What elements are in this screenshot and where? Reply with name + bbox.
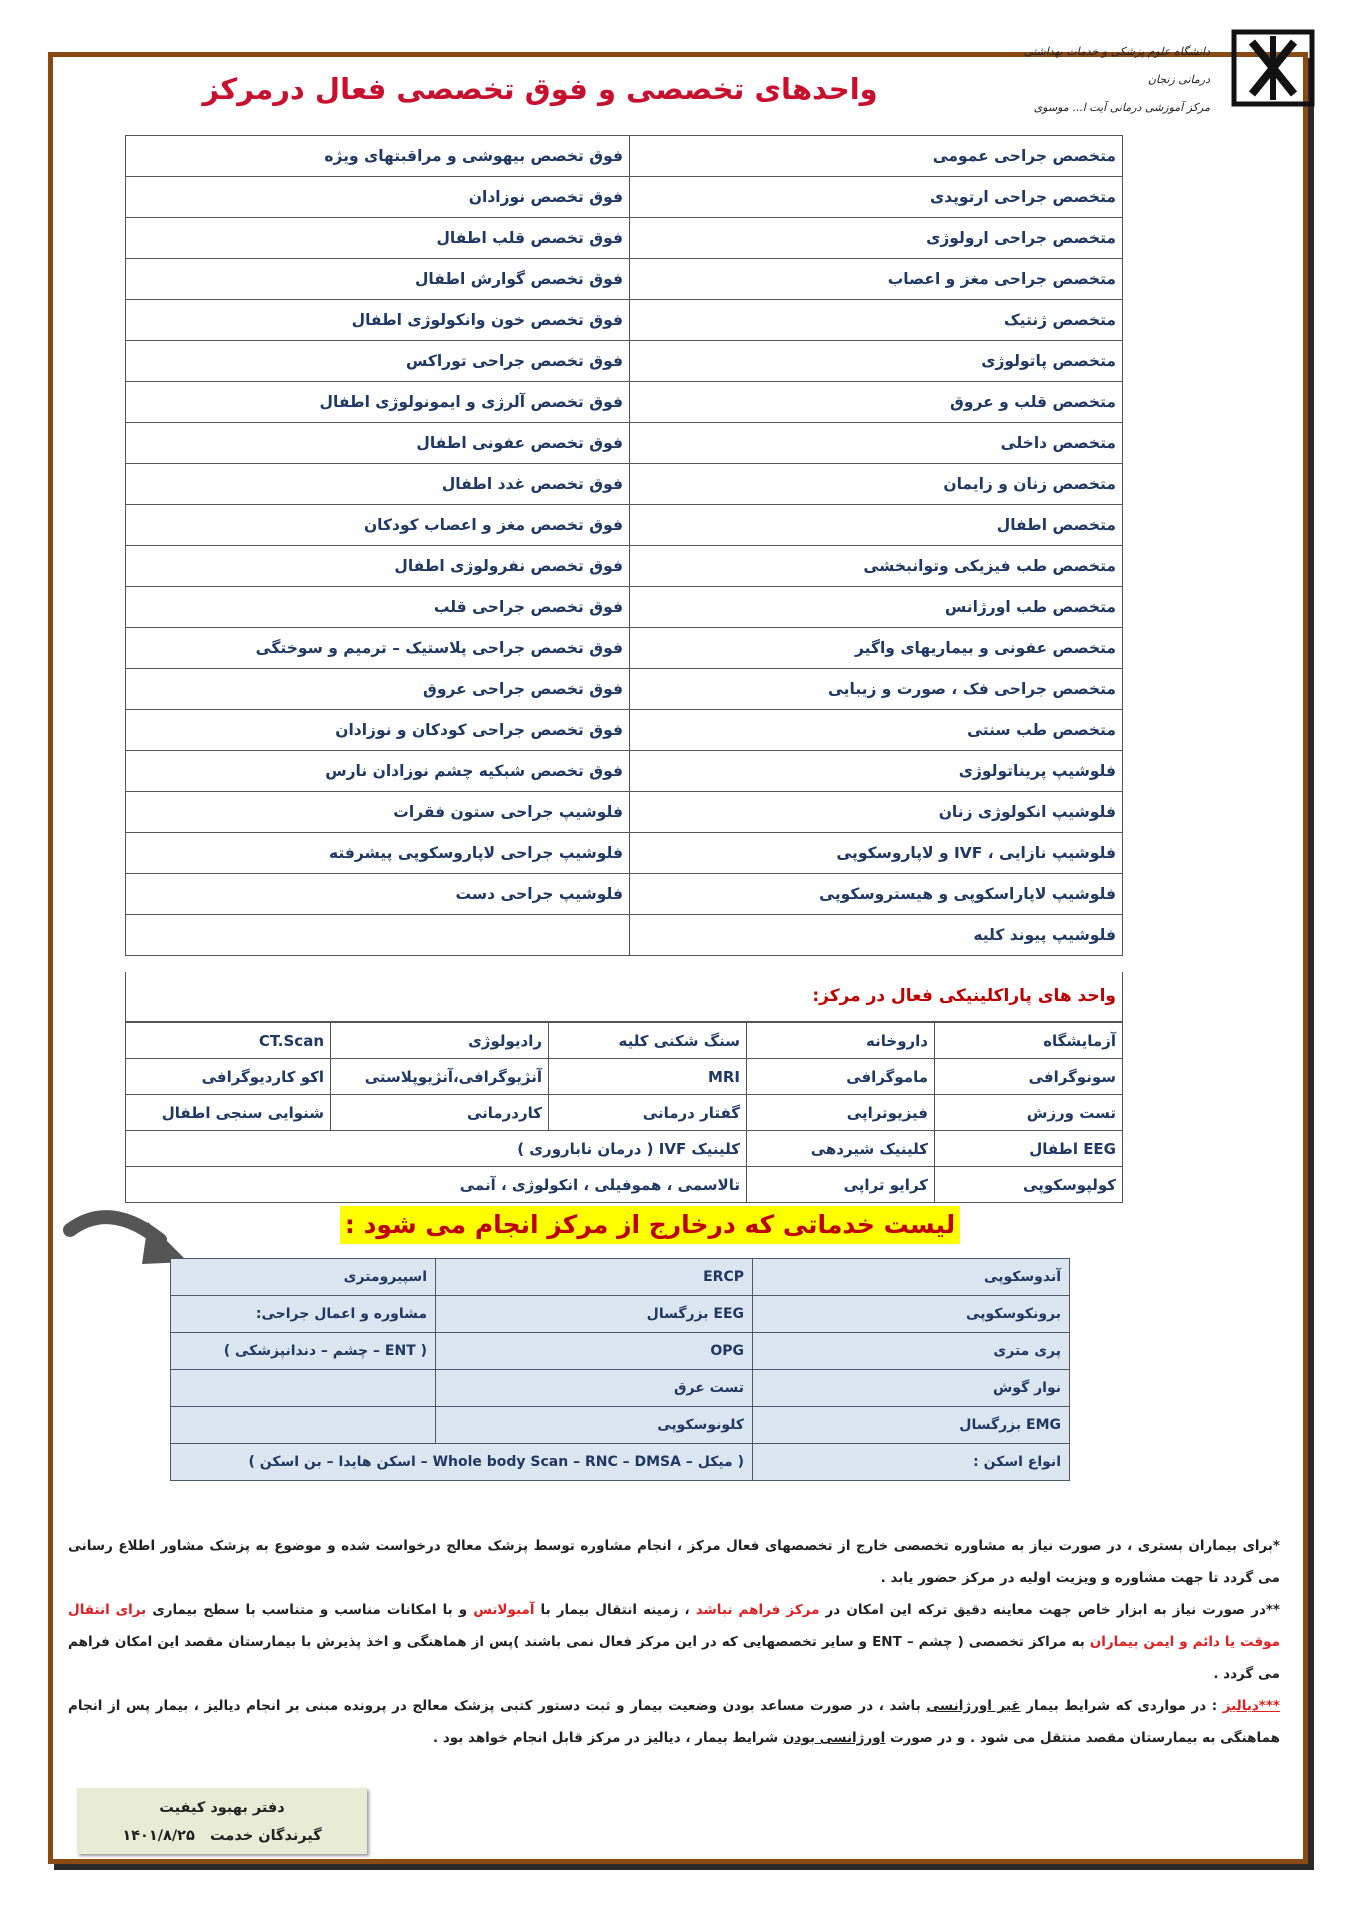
specialist-cell: فلوشیپ نازایی ، IVF و لاپاروسکوپی [630,833,1123,874]
university-line: دانشگاه علوم پزشکی و خدمات بهداشتی درمانی زنجان [1024,45,1210,86]
service-cell: ERCP [436,1259,753,1296]
table-row [171,1444,1070,1481]
subspecialist-cell: فوق تخصص خون وانکولوژی اطفال [126,300,630,341]
table-row [126,300,1123,341]
paraclinic-cell: کولپوسکوپی [935,1167,1123,1203]
subspecialist-cell: فوق تخصص جراحی پلاستیک – ترمیم و سوختگی [126,628,630,669]
specialist-cell: فلوشیپ پیوند کلیه [630,915,1123,956]
service-cell: اسپیرومتری [171,1259,436,1296]
paraclinic-cell: آنژیوگرافی،آنژیوپلاستی [331,1059,549,1095]
specialist-cell: متخصص قلب و عروق [630,382,1123,423]
service-cell: تست عرق [436,1370,753,1407]
service-cell: نوار گوش [753,1370,1070,1407]
table-row [126,382,1123,423]
table-row [126,628,1123,669]
specialist-cell: متخصص داخلی [630,423,1123,464]
table-row [126,874,1123,915]
subspecialist-cell: فلوشیپ جراحی ستون فقرات [126,792,630,833]
service-cell [171,1407,436,1444]
table-row [126,710,1123,751]
paraclinic-cell: رادیولوژی [331,1023,549,1059]
subspecialist-cell [126,915,630,956]
notes-section [68,1530,1280,1754]
note-text: و با امکانات مناسب و متناسب با سطح بیماری [146,1602,474,1618]
subspecialist-cell: فوق تخصص گوارش اطفال [126,259,630,300]
paraclinic-cell: تست ورزش [935,1095,1123,1131]
specialist-cell: متخصص جراحی ارتوپدی [630,177,1123,218]
outside-services-table [170,1258,1070,1481]
paraclinic-cell: ماموگرافی [747,1059,935,1095]
service-cell: برونکوسکوپی [753,1296,1070,1333]
table-row [126,259,1123,300]
service-cell: مشاوره و اعمال جراحی: [171,1296,436,1333]
note-highlight: ***دیالیز [1222,1698,1280,1714]
subspecialist-cell: فوق تخصص جراحی کودکان و نوزادان [126,710,630,751]
receivers-label: گیرندگان خدمت [210,1828,322,1844]
note-dialysis [68,1690,1280,1754]
table-row [126,136,1123,177]
specialist-cell: فلوشیپ انکولوژی زنان [630,792,1123,833]
subspecialist-cell: فوق تخصص جراحی توراکس [126,341,630,382]
paraclinic-cell: کرایو تراپی [747,1167,935,1203]
note-text: به مراکز تخصصی ( چشم – ENT و سایر تخصصهایی که در این مرکز فعال نمی باشند )پس از هماهنگی و اخذ پذیرش با بیمارستان مقصد این امکان فراهم می گردد . [68,1634,1280,1682]
paraclinic-cell: کلینیک شیردهی [747,1131,935,1167]
center-line: مرکز آموزشی درمانی آیت ا... موسوی [1033,101,1210,114]
table-row [171,1407,1070,1444]
paraclinic-heading: واحد های پاراکلینیکی فعال در مرکز: [125,972,1123,1022]
paraclinic-cell: داروخانه [747,1023,935,1059]
specialist-cell: متخصص زنان و زایمان [630,464,1123,505]
subspecialist-cell: فلوشیپ جراحی دست [126,874,630,915]
table-row [126,751,1123,792]
specialist-cell: متخصص طب فیزیکی وتوانبخشی [630,546,1123,587]
note-underlined: غیر اورژانسی [926,1698,1021,1714]
scan-value: ( میکل – Whole body Scan – RNC – DMSA – اسکن هایدا – بن اسکن ) [171,1444,753,1481]
paraclinic-cell: سونوگرافی [935,1059,1123,1095]
service-cell: EMG بزرگسال [753,1407,1070,1444]
service-cell [171,1370,436,1407]
note-text: ، زمینه انتقال بیمار با [534,1602,696,1618]
subspecialist-cell: فوق تخصص نفرولوژی اطفال [126,546,630,587]
note-transfer [68,1594,1280,1690]
specialist-cell: فلوشیپ لاپاراسکوپی و هیستروسکوپی [630,874,1123,915]
footer-date: ۱۴۰۱/۸/۲۵ [122,1828,195,1844]
table-row [126,341,1123,382]
table-row [171,1370,1070,1407]
paraclinic-cell: MRI [549,1059,747,1095]
service-cell: EEG بزرگسال [436,1296,753,1333]
table-row [126,1023,1123,1059]
service-cell: OPG [436,1333,753,1370]
table-row [126,1131,1123,1167]
service-cell: آندوسکوپی [753,1259,1070,1296]
note-highlight: برای انتقال موقت یا دائم و ایمن بیماران [68,1602,1280,1650]
note-inpatient-consult: *برای بیماران بستری ، در صورت نیاز به مشاوره تخصصی خارج از تخصصهای فعال مرکز ، انجام مشاوره توسط پزشک معالج درخواست شده و موضوع به پزشک مشاور اطلاع رسانی می گردد تا جهت مشاوره و ویزیت اولیه در مرکز حضور یابد . [68,1538,1280,1586]
subspecialist-cell: فوق تخصص بیهوشی و مراقبتهای ویژه [126,136,630,177]
university-logo [1230,28,1316,108]
table-row [171,1296,1070,1333]
note-text: **در صورت نیاز به ابزار خاص جهت معاینه دقیق ترکه این امکان در [819,1602,1280,1618]
table-row [171,1333,1070,1370]
table-row [126,423,1123,464]
table-row [126,1095,1123,1131]
table-row [171,1259,1070,1296]
paraclinic-cell: کلینیک IVF ( درمان ناباروری ) [126,1131,747,1167]
note-highlight: مرکز فراهم نباشد [695,1602,820,1618]
note-highlight: آمبولانس [473,1602,535,1618]
table-row [126,1059,1123,1095]
subspecialist-cell: فوق تخصص مغز و اعصاب کودکان [126,505,630,546]
subspecialist-cell: فوق تخصص قلب اطفال [126,218,630,259]
paraclinic-cell: سنگ شکنی کلیه [549,1023,747,1059]
note-text: شرایط بیمار ، دیالیز در مرکز قابل انجام خواهد بود . [433,1730,783,1746]
note-text: : در مواردی که شرایط بیمار [1020,1698,1223,1714]
subspecialist-cell: فلوشیپ جراحی لاپاروسکوپی پیشرفته [126,833,630,874]
note-underlined: اورژانسی بودن [782,1730,886,1746]
service-cell: کلونوسکوپی [436,1407,753,1444]
table-row [126,218,1123,259]
paraclinic-cell: CT.Scan [126,1023,331,1059]
table-row [126,669,1123,710]
table-row [126,177,1123,218]
paraclinic-cell: EEG اطفال [935,1131,1123,1167]
table-row [126,792,1123,833]
specialist-cell: متخصص پاتولوژی [630,341,1123,382]
table-row [126,833,1123,874]
specialist-cell: متخصص عفونی و بیماریهای واگیر [630,628,1123,669]
scan-label: انواع اسکن : [753,1444,1070,1481]
subspecialist-cell: فوق تخصص جراحی عروق [126,669,630,710]
service-cell: ( ENT – چشم – دندانپزشکی ) [171,1333,436,1370]
paraclinic-cell: شنوایی سنجی اطفال [126,1095,331,1131]
subspecialist-cell: فوق تخصص عفونی اطفال [126,423,630,464]
table-row [126,1167,1123,1203]
quality-footer-line [77,1828,367,1844]
specialist-cell: متخصص اطفال [630,505,1123,546]
quality-office-label: دفتر بهبود کیفیت [159,1800,285,1816]
table-row [126,587,1123,628]
table-row [126,464,1123,505]
university-name [1000,38,1210,122]
quality-office-box [77,1788,367,1854]
table-row [126,915,1123,956]
page-title: واحدهای تخصصی و فوق تخصصی فعال درمرکز [202,72,878,106]
paraclinic-cell: فیزیوتراپی [747,1095,935,1131]
specialist-cell: متخصص جراحی ارولوژی [630,218,1123,259]
service-cell: پری متری [753,1333,1070,1370]
subspecialist-cell: فوق تخصص نوزادان [126,177,630,218]
paraclinic-cell: تالاسمی ، هموفیلی ، انکولوژی ، آنمی [126,1167,747,1203]
specialist-cell: متخصص طب اورژانس [630,587,1123,628]
paraclinic-cell: گفتار درمانی [549,1095,747,1131]
paraclinic-cell: آزمایشگاه [935,1023,1123,1059]
note-text: باشد ، در صورت مساعد بودن وضعیت بیمار و ثبت دستور کتبی پزشک معالج در پرونده مبنی بر انجام دیالیز ، بیمار پس از انجام هماهنگی به بیمارستان مقصد منتقل می شود . و در صورت [68,1698,1280,1746]
subspecialist-cell: فوق تخصص غدد اطفال [126,464,630,505]
specialties-table [125,135,1123,956]
paraclinic-cell: اکو کاردیوگرافی [126,1059,331,1095]
specialist-cell: متخصص ژنتیک [630,300,1123,341]
outside-services-title: لیست خدماتی که درخارج از مرکز انجام می شود : [340,1206,960,1244]
subspecialist-cell: فوق تخصص شبکیه چشم نوزادان نارس [126,751,630,792]
specialist-cell: متخصص طب سنتی [630,710,1123,751]
subspecialist-cell: فوق تخصص جراحی قلب [126,587,630,628]
specialist-cell: فلوشیپ پریناتولوژی [630,751,1123,792]
specialist-cell: متخصص جراحی مغز و اعصاب [630,259,1123,300]
subspecialist-cell: فوق تخصص آلرژی و ایمونولوژی اطفال [126,382,630,423]
table-row [126,505,1123,546]
specialist-cell: متخصص جراحی عمومی [630,136,1123,177]
paraclinic-table [125,1022,1123,1203]
paraclinic-cell: کاردرمانی [331,1095,549,1131]
specialist-cell: متخصص جراحی فک ، صورت و زیبایی [630,669,1123,710]
table-row [126,546,1123,587]
